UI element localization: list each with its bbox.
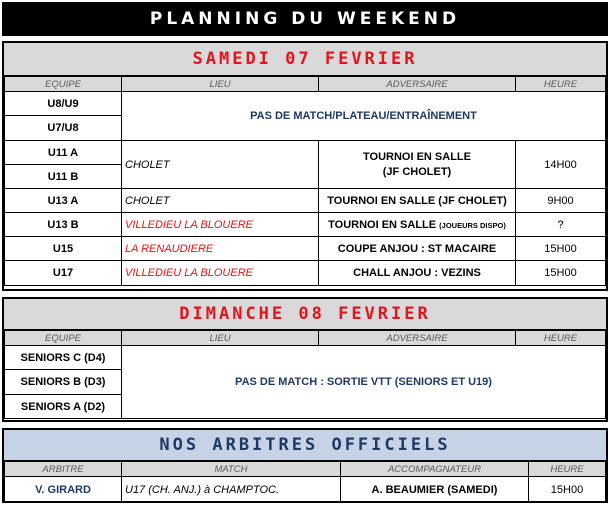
u15-heure: 15H00 bbox=[516, 237, 606, 261]
referees-column-header-row bbox=[5, 462, 606, 477]
u11-lieu: CHOLET bbox=[122, 141, 319, 189]
column-header-row bbox=[5, 77, 606, 92]
referee-name: V. GIRARD bbox=[5, 477, 122, 503]
team-u15: U15 bbox=[5, 237, 122, 261]
sunday-section bbox=[2, 297, 608, 422]
referee-accompagnateur: A. BEAUMIER (SAMEDI) bbox=[341, 477, 529, 503]
team-u17: U17 bbox=[5, 261, 122, 286]
sunday-table bbox=[4, 330, 606, 419]
u13b-adversaire bbox=[319, 213, 516, 237]
u15-adversaire: COUPE ANJOU : ST MACAIRE bbox=[319, 237, 516, 261]
referees-title: NOS ARBITRES OFFICIELS bbox=[159, 435, 451, 455]
table-row bbox=[5, 346, 606, 370]
saturday-day-header bbox=[4, 43, 606, 76]
team-u13b: U13 B bbox=[5, 213, 122, 237]
referee-heure: 15H00 bbox=[529, 477, 606, 503]
saturday-section bbox=[2, 41, 608, 291]
saturday-day-label: SAMEDI 07 FEVRIER bbox=[192, 49, 418, 69]
referees-section bbox=[2, 428, 608, 503]
col-equipe: EQUIPE bbox=[5, 331, 122, 346]
table-row bbox=[5, 477, 606, 503]
table-row bbox=[5, 92, 606, 116]
sunday-day-label: DIMANCHE 08 FEVRIER bbox=[179, 304, 431, 324]
u17-adversaire: CHALL ANJOU : VEZINS bbox=[319, 261, 516, 286]
col-equipe: EQUIPE bbox=[5, 77, 122, 92]
team-u11a: U11 A bbox=[5, 141, 122, 165]
col-lieu: LIEU bbox=[122, 331, 319, 346]
sunday-no-match: PAS DE MATCH : SORTIE VTT (SENIORS ET U19) bbox=[122, 346, 606, 419]
col-lieu: LIEU bbox=[122, 77, 319, 92]
team-u13a: U13 A bbox=[5, 189, 122, 213]
column-header-row bbox=[5, 331, 606, 346]
page-title: PLANNING DU WEEKEND bbox=[2, 2, 608, 36]
u11-adversaire-line1: TOURNOI EN SALLE bbox=[363, 150, 471, 163]
team-seniors-c: SENIORS C (D4) bbox=[5, 346, 122, 370]
u13a-heure: 9H00 bbox=[516, 189, 606, 213]
referees-header bbox=[4, 430, 606, 461]
u17-lieu: VILLEDIEU LA BLOUERE bbox=[122, 261, 319, 286]
u13b-adversaire-text: TOURNOI EN SALLE bbox=[328, 218, 437, 231]
saturday-no-match: PAS DE MATCH/PLATEAU/ENTRAÎNEMENT bbox=[122, 92, 606, 141]
referees-table bbox=[4, 461, 606, 503]
col-heure: HEURE bbox=[529, 462, 606, 477]
team-u8u9: U8/U9 bbox=[5, 92, 122, 116]
col-heure: HEURE bbox=[516, 77, 606, 92]
saturday-table bbox=[4, 76, 606, 286]
table-row bbox=[5, 189, 606, 213]
u11-adversaire bbox=[319, 141, 516, 189]
team-u11b: U11 B bbox=[5, 165, 122, 189]
team-u7u8: U7/U8 bbox=[5, 116, 122, 141]
table-row bbox=[5, 141, 606, 165]
col-adversaire: ADVERSAIRE bbox=[319, 77, 516, 92]
table-row bbox=[5, 237, 606, 261]
col-adversaire: ADVERSAIRE bbox=[319, 331, 516, 346]
u13a-lieu: CHOLET bbox=[122, 189, 319, 213]
col-arbitre: ARBITRE bbox=[5, 462, 122, 477]
table-row bbox=[5, 261, 606, 286]
referee-match: U17 (CH. ANJ.) à CHAMPTOC. bbox=[122, 477, 341, 503]
col-match: MATCH bbox=[122, 462, 341, 477]
sunday-day-header bbox=[4, 299, 606, 330]
u17-heure: 15H00 bbox=[516, 261, 606, 286]
team-seniors-a: SENIORS A (D2) bbox=[5, 395, 122, 419]
u15-lieu: LA RENAUDIERE bbox=[122, 237, 319, 261]
table-row bbox=[5, 213, 606, 237]
u13a-adversaire: TOURNOI EN SALLE (JF CHOLET) bbox=[319, 189, 516, 213]
u13b-heure: ? bbox=[516, 213, 606, 237]
col-accompagnateur: ACCOMPAGNATEUR bbox=[341, 462, 529, 477]
u11-adversaire-line2: (JF CHOLET) bbox=[382, 165, 452, 178]
u11-heure: 14H00 bbox=[516, 141, 606, 189]
u13b-note: (JOUEURS DISPO) bbox=[439, 220, 506, 230]
u13b-lieu: VILLEDIEU LA BLOUERE bbox=[122, 213, 319, 237]
col-heure: HEURE bbox=[516, 331, 606, 346]
team-seniors-b: SENIORS B (D3) bbox=[5, 370, 122, 395]
